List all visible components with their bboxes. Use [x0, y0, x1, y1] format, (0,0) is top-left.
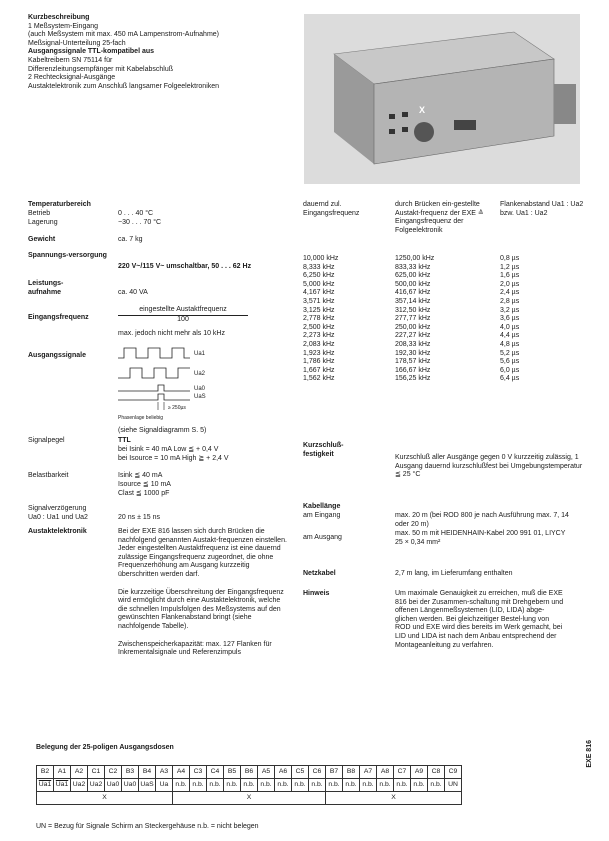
- freq-cell: 6,250 kHz: [303, 272, 335, 280]
- sig-ua2: Ua2: [194, 371, 206, 377]
- betrieb-value: 0 . . . 40 °C: [118, 210, 154, 217]
- pin-cell: Ua1: [37, 779, 54, 792]
- freq-table: [303, 255, 540, 384]
- pin-cell: C5: [292, 766, 309, 779]
- verz-label-2: Ua0 : Ua1 und Ua2: [28, 514, 88, 521]
- pin-cell: B4: [139, 766, 156, 779]
- pin-cell: C1: [88, 766, 105, 779]
- sig-phase: Phasenlage beliebig: [118, 415, 164, 421]
- pins-table: [36, 765, 462, 805]
- pin-cell: UaS: [139, 779, 156, 792]
- pin-cell: n.b.: [207, 779, 224, 792]
- freq-cell: 208,33 kHz: [395, 340, 431, 348]
- pin-cell: n.b.: [173, 779, 190, 792]
- pin-cell: C7: [394, 766, 411, 779]
- pin-cell: C9: [445, 766, 462, 779]
- eingang-denominator: 100: [177, 315, 189, 323]
- pin-cell: A1: [54, 766, 71, 779]
- freq-cell: 3,2 µs: [500, 306, 520, 314]
- sig-time: ≥ 250µs: [168, 405, 186, 411]
- pins-row: [37, 779, 462, 792]
- eingang-label: Eingangsfrequenz: [28, 314, 89, 321]
- freq-cell: 227,27 kHz: [395, 332, 431, 340]
- product-photo: [304, 14, 580, 184]
- freq-row: [303, 367, 540, 376]
- pins-footer: UN = Bezug für Signale Schirm an Steckergehäuse n.b. = nicht belegen: [36, 823, 259, 830]
- intro-line: Kabeltreibern SN 75114 für: [28, 56, 113, 64]
- freq-row: [303, 307, 540, 316]
- freq-row: [303, 289, 540, 298]
- pin-cell: C4: [207, 766, 224, 779]
- freq-row: [303, 350, 540, 359]
- pin-cell: n.b.: [292, 779, 309, 792]
- verz-value: 20 ns ± 15 ns: [118, 514, 160, 521]
- freq-cell: 8,333 kHz: [303, 263, 335, 271]
- pin-cell: n.b.: [343, 779, 360, 792]
- freq-cell: 416,67 kHz: [395, 289, 431, 297]
- belast-line: Clast ≦ 1000 pF: [118, 490, 170, 497]
- freq-cell: 250,00 kHz: [395, 323, 431, 331]
- austakt-paragraph: Die kurzzeitige Überschreitung der Eingangsfrequenz wird ermöglicht durch eine Austaktelektronik, welche die schnellen Impulsfolgen des Meßsystems auf den gewünschten Flankenabstand bringt (siehe nachfolgende Tabelle).: [118, 588, 284, 630]
- freq-cell: 2,0 µs: [500, 280, 520, 288]
- pin-cell: B7: [326, 766, 343, 779]
- pin-cell: n.b.: [326, 779, 343, 792]
- intro-line: Differenzleitungsempfänger mit Kabelabschluß: [28, 65, 174, 73]
- verz-label: Signalverzögerung: [28, 505, 87, 512]
- spannung-value: 220 V~/115 V~ umschaltbar, 50 . . . 62 Hz: [118, 263, 252, 270]
- kurz-value: Kurzschluß aller Ausgänge gegen 0 V kurzzeitig zulässig, 1 Ausgang dauernd kurzschlußfest bei Umgebungstemperatur ≦ 25 °C: [395, 454, 583, 479]
- freq-header-3: Flankenabstand Ua1 : Ua2 bzw. Ua1 : Ua2: [500, 201, 584, 217]
- freq-cell: 2,083 kHz: [303, 340, 335, 348]
- pin-cell: B5: [224, 766, 241, 779]
- freq-cell: 500,00 kHz: [395, 280, 431, 288]
- kabel-aus-value: max. 50 m mit HEIDENHAIN-Kabel 200 991 01, LIYCY 25 × 0,34 mm²: [395, 530, 566, 546]
- freq-cell: 2,4 µs: [500, 289, 520, 297]
- freq-cell: 2,500 kHz: [303, 323, 335, 331]
- shield-mark: X: [173, 792, 326, 805]
- freq-row: [303, 298, 540, 307]
- eingang-numerator: eingestellte Austaktfrequenz: [118, 306, 248, 316]
- pin-cell: n.b.: [394, 779, 411, 792]
- pins-heading: Belegung der 25-poligen Ausgangsdosen: [36, 744, 174, 751]
- sig-ua0: Ua0: [194, 386, 206, 392]
- pin-cell: A7: [360, 766, 377, 779]
- intro-line: Austaktelektronik zum Anschluß langsamer Folgeelektroniken: [28, 82, 220, 90]
- shield-mark: X: [37, 792, 173, 805]
- kabel-ein-label: am Eingang: [303, 512, 341, 519]
- gewicht-value: ca. 7 kg: [118, 236, 143, 243]
- freq-cell: 6,0 µs: [500, 366, 520, 374]
- freq-cell: 2,273 kHz: [303, 332, 335, 340]
- freq-cell: 4,0 µs: [500, 323, 520, 331]
- pin-cell: C2: [105, 766, 122, 779]
- pin-cell: A9: [411, 766, 428, 779]
- pin-cell: Ua0: [105, 779, 122, 792]
- pin-cell: Ua2: [88, 779, 105, 792]
- spannung-label: Spannungs-versorgung: [28, 252, 107, 259]
- netz-label: Netzkabel: [303, 570, 336, 577]
- product-code: EXE 816: [586, 740, 593, 768]
- pin-cell: Ua1: [54, 779, 71, 792]
- lagerung-value: −30 . . . 70 °C: [118, 219, 162, 226]
- freq-cell: 2,778 kHz: [303, 315, 335, 323]
- freq-cell: 6,4 µs: [500, 375, 520, 383]
- betrieb-label: Betrieb: [28, 210, 51, 217]
- freq-cell: 178,57 kHz: [395, 358, 431, 366]
- pins-shield-row: [37, 792, 462, 805]
- freq-cell: 1,667 kHz: [303, 366, 335, 374]
- freq-cell: 5,6 µs: [500, 358, 520, 366]
- leistung-value: ca. 40 VA: [118, 289, 148, 296]
- austakt-paragraph: Zwischenspeicherkapazität: max. 127 Flanken für Inkrementalsignale und Referenzimpuls: [118, 640, 272, 657]
- pin-cell: n.b.: [360, 779, 377, 792]
- kabel-ein-value: max. 20 m (bei ROD 800 je nach Ausführung max. 7, 14 oder 20 m): [395, 512, 569, 528]
- pin-cell: n.b.: [224, 779, 241, 792]
- freq-cell: 625,00 kHz: [395, 272, 431, 280]
- freq-cell: 3,571 kHz: [303, 297, 335, 305]
- pegel-line: bei Isink = 40 mA Low ≦ + 0,4 V: [118, 446, 219, 453]
- pin-cell: Ua0: [122, 779, 139, 792]
- pin-cell: A3: [156, 766, 173, 779]
- pin-cell: A4: [173, 766, 190, 779]
- pin-cell: B6: [241, 766, 258, 779]
- kabel-label: Kabellänge: [303, 503, 341, 510]
- intro-line: (auch Meßsystem mit max. 450 mA Lampenstrom-Aufnahme): [28, 31, 220, 39]
- pin-cell: n.b.: [377, 779, 394, 792]
- pin-cell: n.b.: [241, 779, 258, 792]
- pin-cell: A2: [71, 766, 88, 779]
- intro-line: 2 Rechtecksignal-Ausgänge: [28, 74, 116, 82]
- freq-cell: 4,167 kHz: [303, 289, 335, 297]
- freq-row: [303, 324, 540, 333]
- freq-row: [303, 341, 540, 350]
- pin-cell: Ua2: [71, 779, 88, 792]
- kurz-label: Kurzschluß-festigkeit: [303, 442, 344, 458]
- freq-row: [303, 264, 540, 273]
- belast-line: Isink ≦ 40 mA: [118, 472, 163, 479]
- freq-row: [303, 358, 540, 367]
- intro-line: 1 Meßsystem-Eingang: [28, 22, 99, 30]
- lagerung-label: Lagerung: [28, 219, 58, 226]
- pin-cell: A5: [258, 766, 275, 779]
- freq-cell: 3,125 kHz: [303, 306, 335, 314]
- freq-header-1: dauernd zul. Eingangsfrequenz: [303, 201, 360, 217]
- pin-cell: C8: [428, 766, 445, 779]
- freq-cell: 1250,00 kHz: [395, 255, 435, 262]
- pin-cell: n.b.: [309, 779, 326, 792]
- austakt-label: Austaktelektronik: [28, 528, 87, 535]
- freq-row: [303, 315, 540, 324]
- pegel-label: Signalpegel: [28, 437, 65, 444]
- belast-label: Belastbarkeit: [28, 472, 69, 479]
- eingang-fraction: [118, 306, 248, 324]
- freq-header-2: durch Brücken ein-gestellte Austakt-frequenz der EXE ≙ Eingangsfrequenz der Folgeelektronik: [395, 201, 484, 234]
- freq-cell: 166,67 kHz: [395, 366, 431, 374]
- austakt-text: [118, 528, 290, 658]
- freq-cell: 5,000 kHz: [303, 280, 335, 288]
- freq-cell: 3,6 µs: [500, 315, 520, 323]
- sig-ua1: Ua1: [194, 351, 206, 357]
- freq-row: [303, 375, 540, 384]
- intro-line: Meßsignal-Unterteilung 25-fach: [28, 39, 126, 47]
- temp-label: Temperaturbereich: [28, 201, 91, 208]
- pin-cell: A8: [377, 766, 394, 779]
- freq-row: [303, 255, 540, 264]
- pin-cell: n.b.: [428, 779, 445, 792]
- pin-cell: C3: [190, 766, 207, 779]
- freq-cell: 4,8 µs: [500, 340, 520, 348]
- pins-row: [37, 766, 462, 779]
- kabel-aus-label: am Ausgang: [303, 534, 342, 541]
- siehe-note: (siehe Signaldiagramm S. 5): [118, 427, 207, 434]
- pin-cell: UN: [445, 779, 462, 792]
- photo-x-label: X: [419, 105, 426, 115]
- austakt-paragraph: Bei der EXE 816 lassen sich durch Brücken die nachfolgend genannten Austakt-frequenzen einstellen. Jeder eingestellten Austaktfrequenz ist eine dauernd zulässige Eingangsfrequenz zugeordnet, die ohne Frequenzerhöhung am Ausgang kurzzeitig überschritten werden darf.: [118, 528, 287, 578]
- freq-cell: 10,000 kHz: [303, 255, 339, 262]
- intro-line: Ausgangssignale TTL-kompatibel aus: [28, 48, 155, 56]
- intro-heading: Kurzbeschreibung: [28, 14, 90, 21]
- freq-row: [303, 281, 540, 290]
- pin-cell: Ua: [156, 779, 173, 792]
- intro-block: [28, 14, 298, 91]
- shield-mark: X: [326, 792, 462, 805]
- freq-cell: 1,923 kHz: [303, 349, 335, 357]
- netz-value: 2,7 m lang, im Lieferumfang enthalten: [395, 570, 513, 577]
- freq-cell: 1,2 µs: [500, 263, 520, 271]
- pegel-ttl: TTL: [118, 437, 131, 444]
- freq-cell: 4,4 µs: [500, 332, 520, 340]
- freq-cell: 1,786 kHz: [303, 358, 335, 366]
- pin-cell: A6: [275, 766, 292, 779]
- pin-cell: n.b.: [190, 779, 207, 792]
- freq-cell: 192,30 kHz: [395, 349, 431, 357]
- pegel-line: bei Isource = 10 mA High ≧ + 2,4 V: [118, 455, 229, 462]
- freq-cell: 1,562 kHz: [303, 375, 335, 383]
- eingang-note: max. jedoch nicht mehr als 10 kHz: [118, 330, 225, 337]
- pin-cell: n.b.: [275, 779, 292, 792]
- hinweis-label: Hinweis: [303, 590, 330, 597]
- ausgang-label: Ausgangssignale: [28, 352, 86, 359]
- gewicht-label: Gewicht: [28, 236, 56, 243]
- freq-cell: 312,50 kHz: [395, 306, 431, 314]
- freq-cell: 5,2 µs: [500, 349, 520, 357]
- freq-cell: 156,25 kHz: [395, 375, 431, 383]
- hinweis-value: Um maximale Genauigkeit zu erreichen, muß die EXE 816 bei der Zusammen-schaltung mit Drehgebern und offenen Längenmeßsystemen (LID, LIDA) abge-glichen werden. Bei gleichzeitiger Bestel-lung von ROD und EXE wird dies bereits im Werk gemacht, bei LID und LIDA ist nach dem Anbau entsprechend der Montageanleitung zu verfahren.: [395, 590, 564, 649]
- freq-cell: 277,77 kHz: [395, 315, 431, 323]
- leistung-label: Leistungs-aufnahme: [28, 280, 64, 296]
- freq-cell: 357,14 kHz: [395, 297, 431, 305]
- belast-line: Isource ≦ 10 mA: [118, 481, 171, 488]
- freq-row: [303, 272, 540, 281]
- freq-cell: 1,6 µs: [500, 272, 520, 280]
- pin-cell: n.b.: [411, 779, 428, 792]
- pin-cell: B2: [37, 766, 54, 779]
- sig-uas: UaS: [194, 394, 206, 400]
- freq-cell: 833,33 kHz: [395, 263, 431, 271]
- freq-cell: 0,8 µs: [500, 255, 520, 262]
- freq-row: [303, 332, 540, 341]
- pin-cell: B8: [343, 766, 360, 779]
- pin-cell: B3: [122, 766, 139, 779]
- pin-cell: n.b.: [258, 779, 275, 792]
- freq-cell: 2,8 µs: [500, 297, 520, 305]
- pin-cell: C6: [309, 766, 326, 779]
